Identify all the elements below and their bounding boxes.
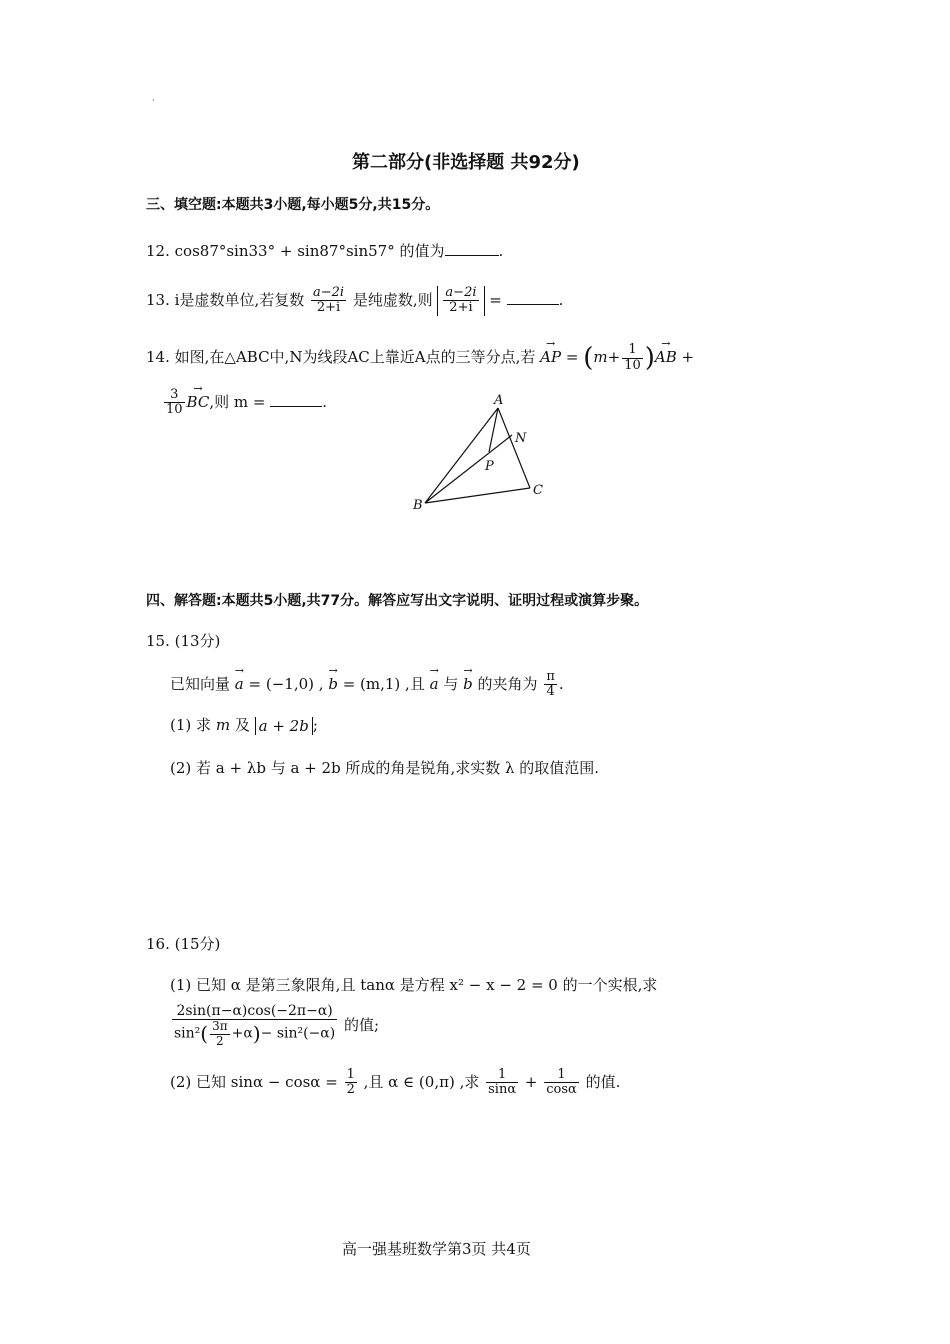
segment-ac <box>498 408 530 488</box>
q16-title: 16. (15分) <box>146 935 221 953</box>
question-14-line2: $\frac{3}{10}$ → BC,则 m = . <box>162 388 327 418</box>
q15-given: 已知向量 → a = (−1,0) , → b = (m,1) ,且 → a 与 → b 的夹角为 $\frac{\pi}{4}$ . <box>170 670 564 700</box>
q15-part1: (1) 求 m 及 a + 2b ; <box>170 716 318 735</box>
label-a: A <box>494 393 504 408</box>
label-p: P <box>485 459 494 474</box>
section4-heading: 四、解答题:本题共5小题,共77分。解答应写出文字说明、证明过程或演算步聚。 <box>146 593 649 609</box>
stray-mark: · <box>152 96 155 105</box>
label-n: N <box>515 431 527 446</box>
q16-part1-expression: 2sin(π−α)cos(−2π−α) sin²( $\frac{3\pi}{2}$ +α)− sin²(−α) 的值; <box>174 1003 380 1048</box>
question-13: 13. i是虚数单位,若复数 $\frac{a-2i}{2+i}$ 是纯虚数,则 $\frac{a-2i}{2+i}$ = . <box>146 285 564 316</box>
q15-part2: (2) 若 a + λb 与 a + 2b 所成的角是锐角,求实数 λ 的取值范围. <box>170 759 600 777</box>
q16-part2: (2) 已知 sinα − cosα = $\frac{1}{2}$ ,且 α ∈ (0,π) ,求 $\frac{1}{\sin\alpha}$ + $\frac{1}{\cos\alpha}$ 的值. <box>170 1067 621 1098</box>
label-c: C <box>533 483 543 498</box>
section3-heading: 三、填空题:本题共3小题,每小题5分,共15分。 <box>146 197 440 213</box>
page-footer: 高一强基班数学第3页 共4页 <box>342 1240 531 1258</box>
triangle-figure <box>400 390 570 520</box>
q15-title: 15. (13分) <box>146 632 221 650</box>
question-14-line1: 14. 如图,在△ABC中,N为线段AC上靠近A点的三等分点,若 → AP = (m+ $\frac{1}{10}$ )→ AB + <box>146 343 694 373</box>
q16-part1-line: (1) 已知 α 是第三象限角,且 tanα 是方程 x² − x − 2 = 0 的一个实根,求 <box>170 976 658 994</box>
segment-ab <box>425 408 498 503</box>
part-title: 第二部分(非选择题 共92分) <box>352 152 580 173</box>
label-b: B <box>413 498 423 513</box>
question-12: 12. cos87°sin33° + sin87°sin57° 的值为 . <box>146 242 504 260</box>
